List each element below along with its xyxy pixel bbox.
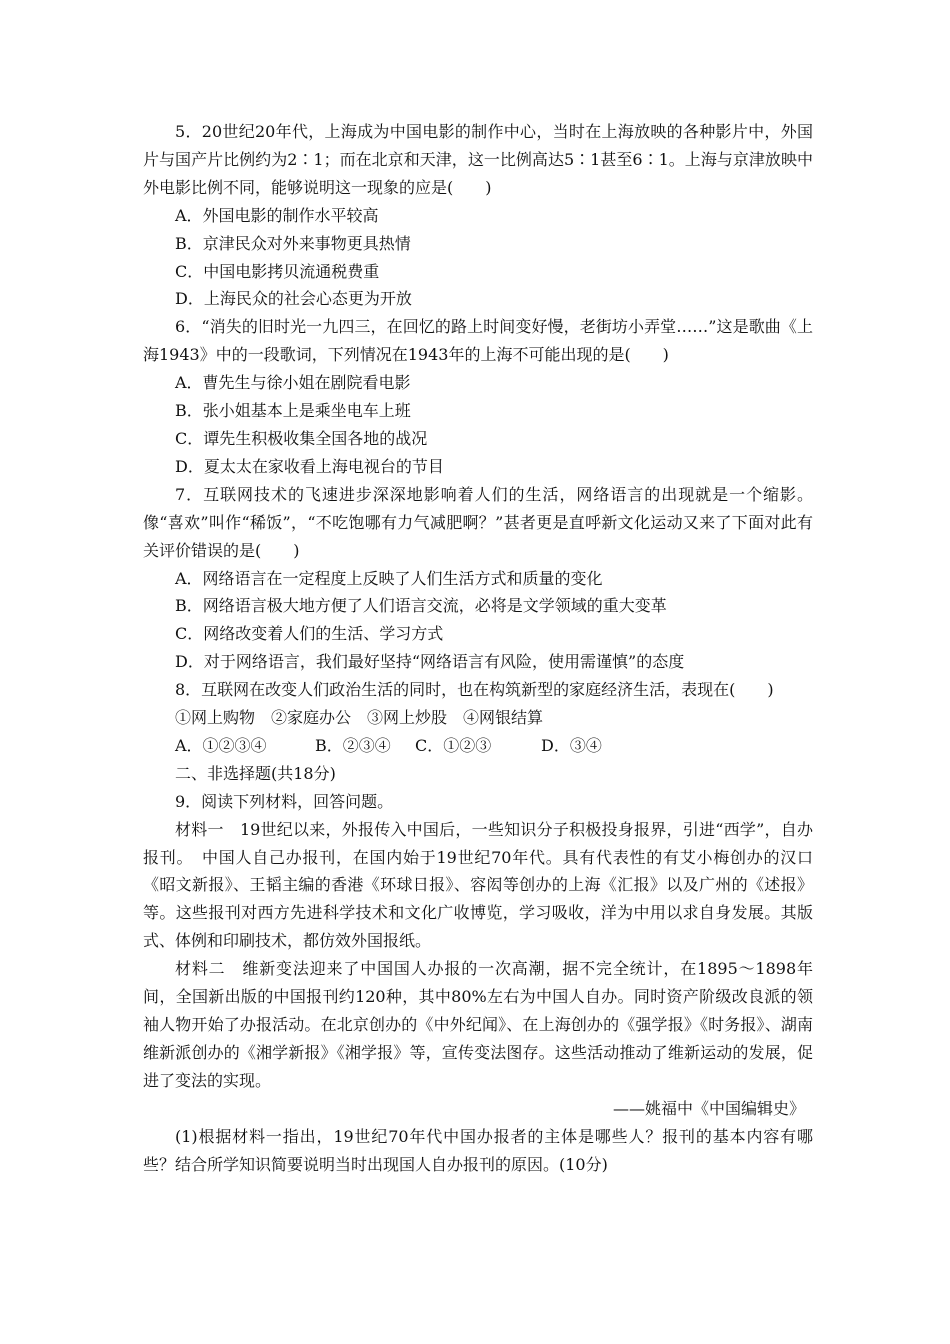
question-5-option-c: C．中国电影拷贝流通税费重 <box>175 261 380 281</box>
section-2-heading: 二、非选择题(共18分) <box>175 763 336 783</box>
question-6-option-d: D．夏太太在家收看上海电视台的节目 <box>175 456 444 476</box>
question-9-stem: 9．阅读下列材料，回答问题。 <box>175 791 394 811</box>
question-8-items: ①网上购物 ②家庭办公 ③网上炒股 ④网银结算 <box>175 708 544 728</box>
question-8-option-d: D．③④ <box>541 735 602 755</box>
question-8-option-c: C．①②③ <box>415 735 492 755</box>
question-6-stem: 6．“消失的旧时光一九四三，在回忆的路上时间变好慢，老街坊小弄堂……”这是歌曲《上海1943》中的一段歌词，下列情况在1943年的上海不可能出现的是( ) <box>143 317 813 365</box>
question-7-option-c: C．网络改变着人们的生活、学习方式 <box>175 624 444 644</box>
document-page <box>143 118 813 1178</box>
question-9-source: ——姚福中《中国编辑史》 <box>612 1098 805 1118</box>
question-9-sub-question-1: (1)根据材料一指出，19世纪70年代中国办报者的主体是哪些人？报刊的基本内容有哪些？结合所学知识简要说明当时出现国人自办报刊的原因。(10分) <box>143 1126 813 1174</box>
question-6-option-c: C．谭先生积极收集全国各地的战况 <box>175 428 428 448</box>
question-7-option-a: A．网络语言在一定程度上反映了人们生活方式和质量的变化 <box>175 568 603 588</box>
question-7-stem: 7．互联网技术的飞速进步深深地影响着人们的生活，网络语言的出现就是一个缩影。像“喜欢”叫作“稀饭”，“不吃饱哪有力气减肥啊？”甚者更是直呼新文化运动又来了下面对此有关评价错误的是( ) <box>143 484 813 560</box>
question-7-option-b: B．网络语言极大地方便了人们语言交流，必将是文学领域的重大变革 <box>175 596 667 616</box>
question-5-stem: 5．20世纪20年代，上海成为中国电影的制作中心，当时在上海放映的各种影片中，外国片与国产片比例约为2∶1；而在北京和天津，这一比例高达5∶1甚至6∶1。上海与京津放映中外电影比例不同，能够说明这一现象的应是( ) <box>143 122 813 197</box>
question-8-option-b: B．②③④ <box>315 735 391 755</box>
question-7-option-d: D．对于网络语言，我们最好坚持“网络语言有风险，使用需谨慎”的态度 <box>175 652 685 672</box>
question-8-options <box>143 732 813 760</box>
question-9-material-2: 材料二 维新变法迎来了中国国人办报的一次高潮，据不完全统计，在1895～1898年间，全国新出版的中国报刊约120种，其中80%左右为中国人自办。同时资产阶级改良派的领袖人物开始了办报活动。在北京创办的《中外纪闻》、在上海创办的《强学报》《时务报》、湖南维新派创办的《湘学新报》《湘学报》等，宣传变法图存。这些活动推动了维新运动的发展，促进了变法的实现。 <box>143 959 813 1090</box>
question-5-option-b: B．京津民众对外来事物更具热情 <box>175 233 411 253</box>
question-6-option-a: A．曹先生与徐小姐在剧院看电影 <box>175 373 411 393</box>
question-8-option-a: A．①②③④ <box>175 735 267 755</box>
question-5-option-d: D．上海民众的社会心态更为开放 <box>175 289 412 309</box>
question-6-option-b: B．张小姐基本上是乘坐电车上班 <box>175 401 411 421</box>
question-8-stem: 8．互联网在改变人们政治生活的同时，也在构筑新型的家庭经济生活，表现在( ) <box>175 680 774 700</box>
question-5-option-a: A．外国电影的制作水平较高 <box>175 205 379 225</box>
question-9-material-1: 材料一 19世纪以来，外报传入中国后，一些知识分子积极投身报界，引进“西学”，自办报刊。 中国人自己办报刊，在国内始于19世纪70年代。具有代表性的有艾小梅创办的汉口《昭文新报》、王韬主编的香港《环球日报》、容闳等创办的上海《汇报》以及广州的《述报》等。这些报刊对西方先进科学技术和文化广收博览，学习吸收，洋为中用以求自身发展。其版式、体例和印刷技术，都仿效外国报纸。 <box>143 819 813 951</box>
